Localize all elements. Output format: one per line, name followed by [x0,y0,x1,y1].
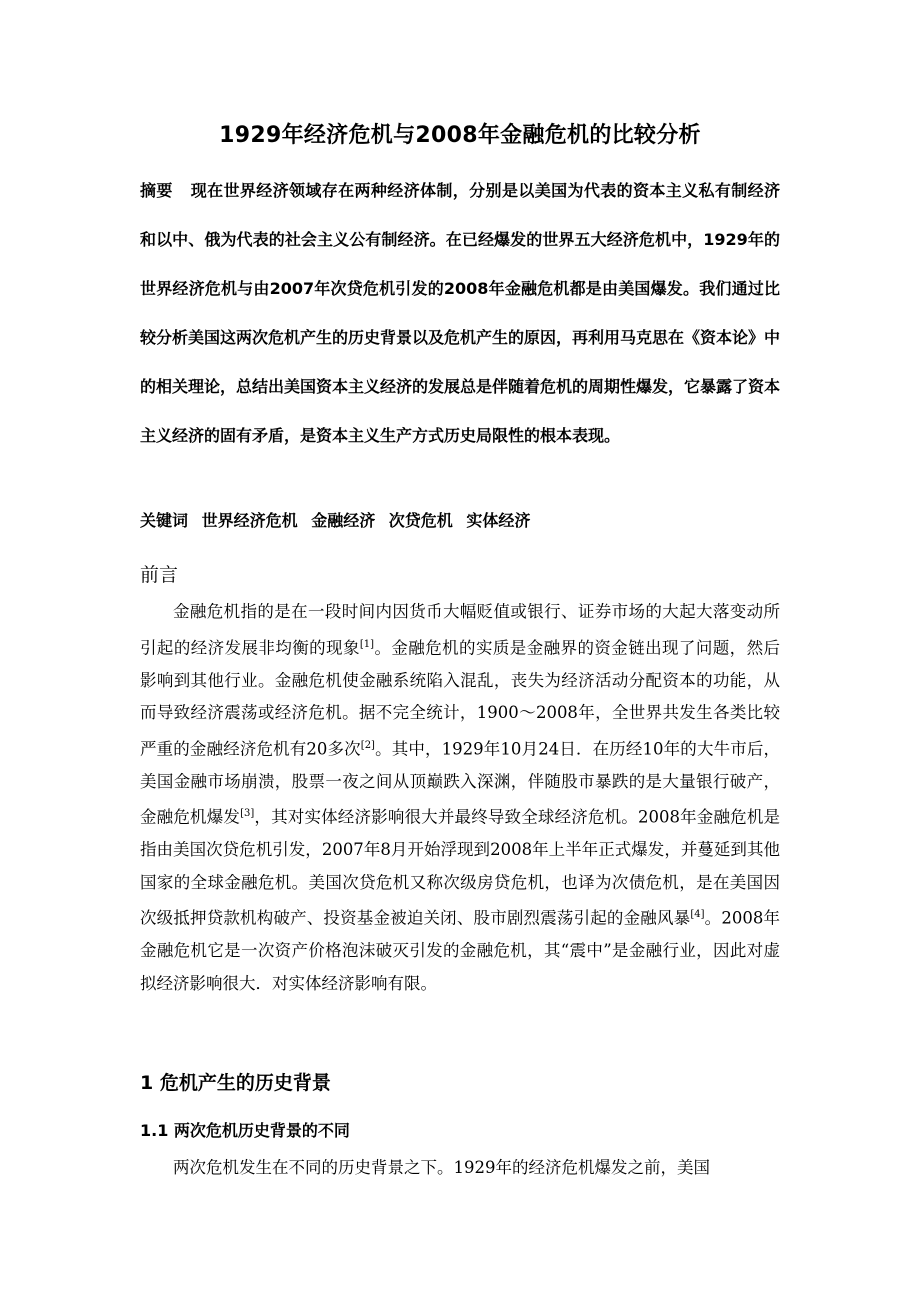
preface-text: 。金融危机的实质是金融界的资金链出现了问题，然后影响到其他行业。金融危机使金融系统陷入混乱，丧失为经济活动分配资本的功能，从而导致经济震荡或经济危机。据不完全统计，1900～2008年，全世界共发生各类比较严重的金融经济危机有20多次 [140,638,781,758]
keyword-item: 次贷危机 [388,511,453,530]
subsection-heading: 1.1 两次危机历史背景的不同 [140,1121,350,1140]
section-paragraph: 两次危机发生在不同的历史背景之下。1929年的经济危机爆发之前，美国 [173,1158,710,1177]
keyword-item: 金融经济 [311,511,376,530]
preface-heading: 前言 [140,564,179,586]
document-title: 1929年经济危机与2008年金融危机的比较分析 [219,123,701,148]
keywords-label: 关键词 [140,511,189,530]
section-heading: 1 危机产生的历史背景 [140,1072,331,1094]
citation-ref: [1] [359,638,375,650]
abstract-label: 摘要 [140,181,173,200]
preface-text: 。2008年金融危机它是一次资产价格泡沫破灭引发的金融危机，其“震中”是金融行业，因此对虚拟经济影响很大．对实体经济影响有限。 [140,908,781,993]
abstract-text: 现在世界经济领域存在两种经济体制，分别是以美国为代表的资本主义私有制经济和以中、俄为代表的社会主义公有制经济。在已经爆发的世界五大经济危机中，1929年的世界经济危机与由2007年次贷危机引发的2008年金融危机都是由美国爆发。我们通过比较分析美国这两次危机产生的历史背景以及危机产生的原因，再利用马克思在《资本论》中的相关理论，总结出美国资本主义经济的发展总是伴随着危机的周期性爆发，它暴露了资本主义经济的固有矛盾，是资本主义生产方式历史局限性的根本表现。 [140,181,781,445]
keywords [140,508,780,531]
citation-ref: [4] [690,909,705,920]
abstract [140,166,780,460]
citation-ref: [2] [360,739,375,751]
preface-paragraph [140,596,780,1000]
keyword-item: 世界经济危机 [201,511,298,530]
preface-text: 金融危机指的是在一段时间内因货币大幅贬值或银行、证券市场的大起大落变动所引起的经济发展非均衡的现象 [140,602,780,657]
keyword-item: 实体经济 [466,511,531,530]
preface-text: 。其中，1929年10月24日．在历经10年的大牛市后，美国金融市场崩溃，股票一夜之间从顶巅跌入深渊，伴随股市暴跌的是大量银行破产，金融危机爆发 [140,739,780,827]
preface-text: ，其对实体经济影响很大并最终导致全球经济危机。2008年金融危机是指由美国次贷危机引发，2007年8月开始浮现到2008年上半年正式爆发，并蔓延到其他国家的全球金融危机。美国次贷危机又称次级房贷危机，也译为次债危机，是在美国因次级抵押贷款机构破产、投资基金被迫关闭、股市剧烈震荡引起的金融风暴 [140,807,780,928]
citation-ref: [3] [240,808,255,819]
